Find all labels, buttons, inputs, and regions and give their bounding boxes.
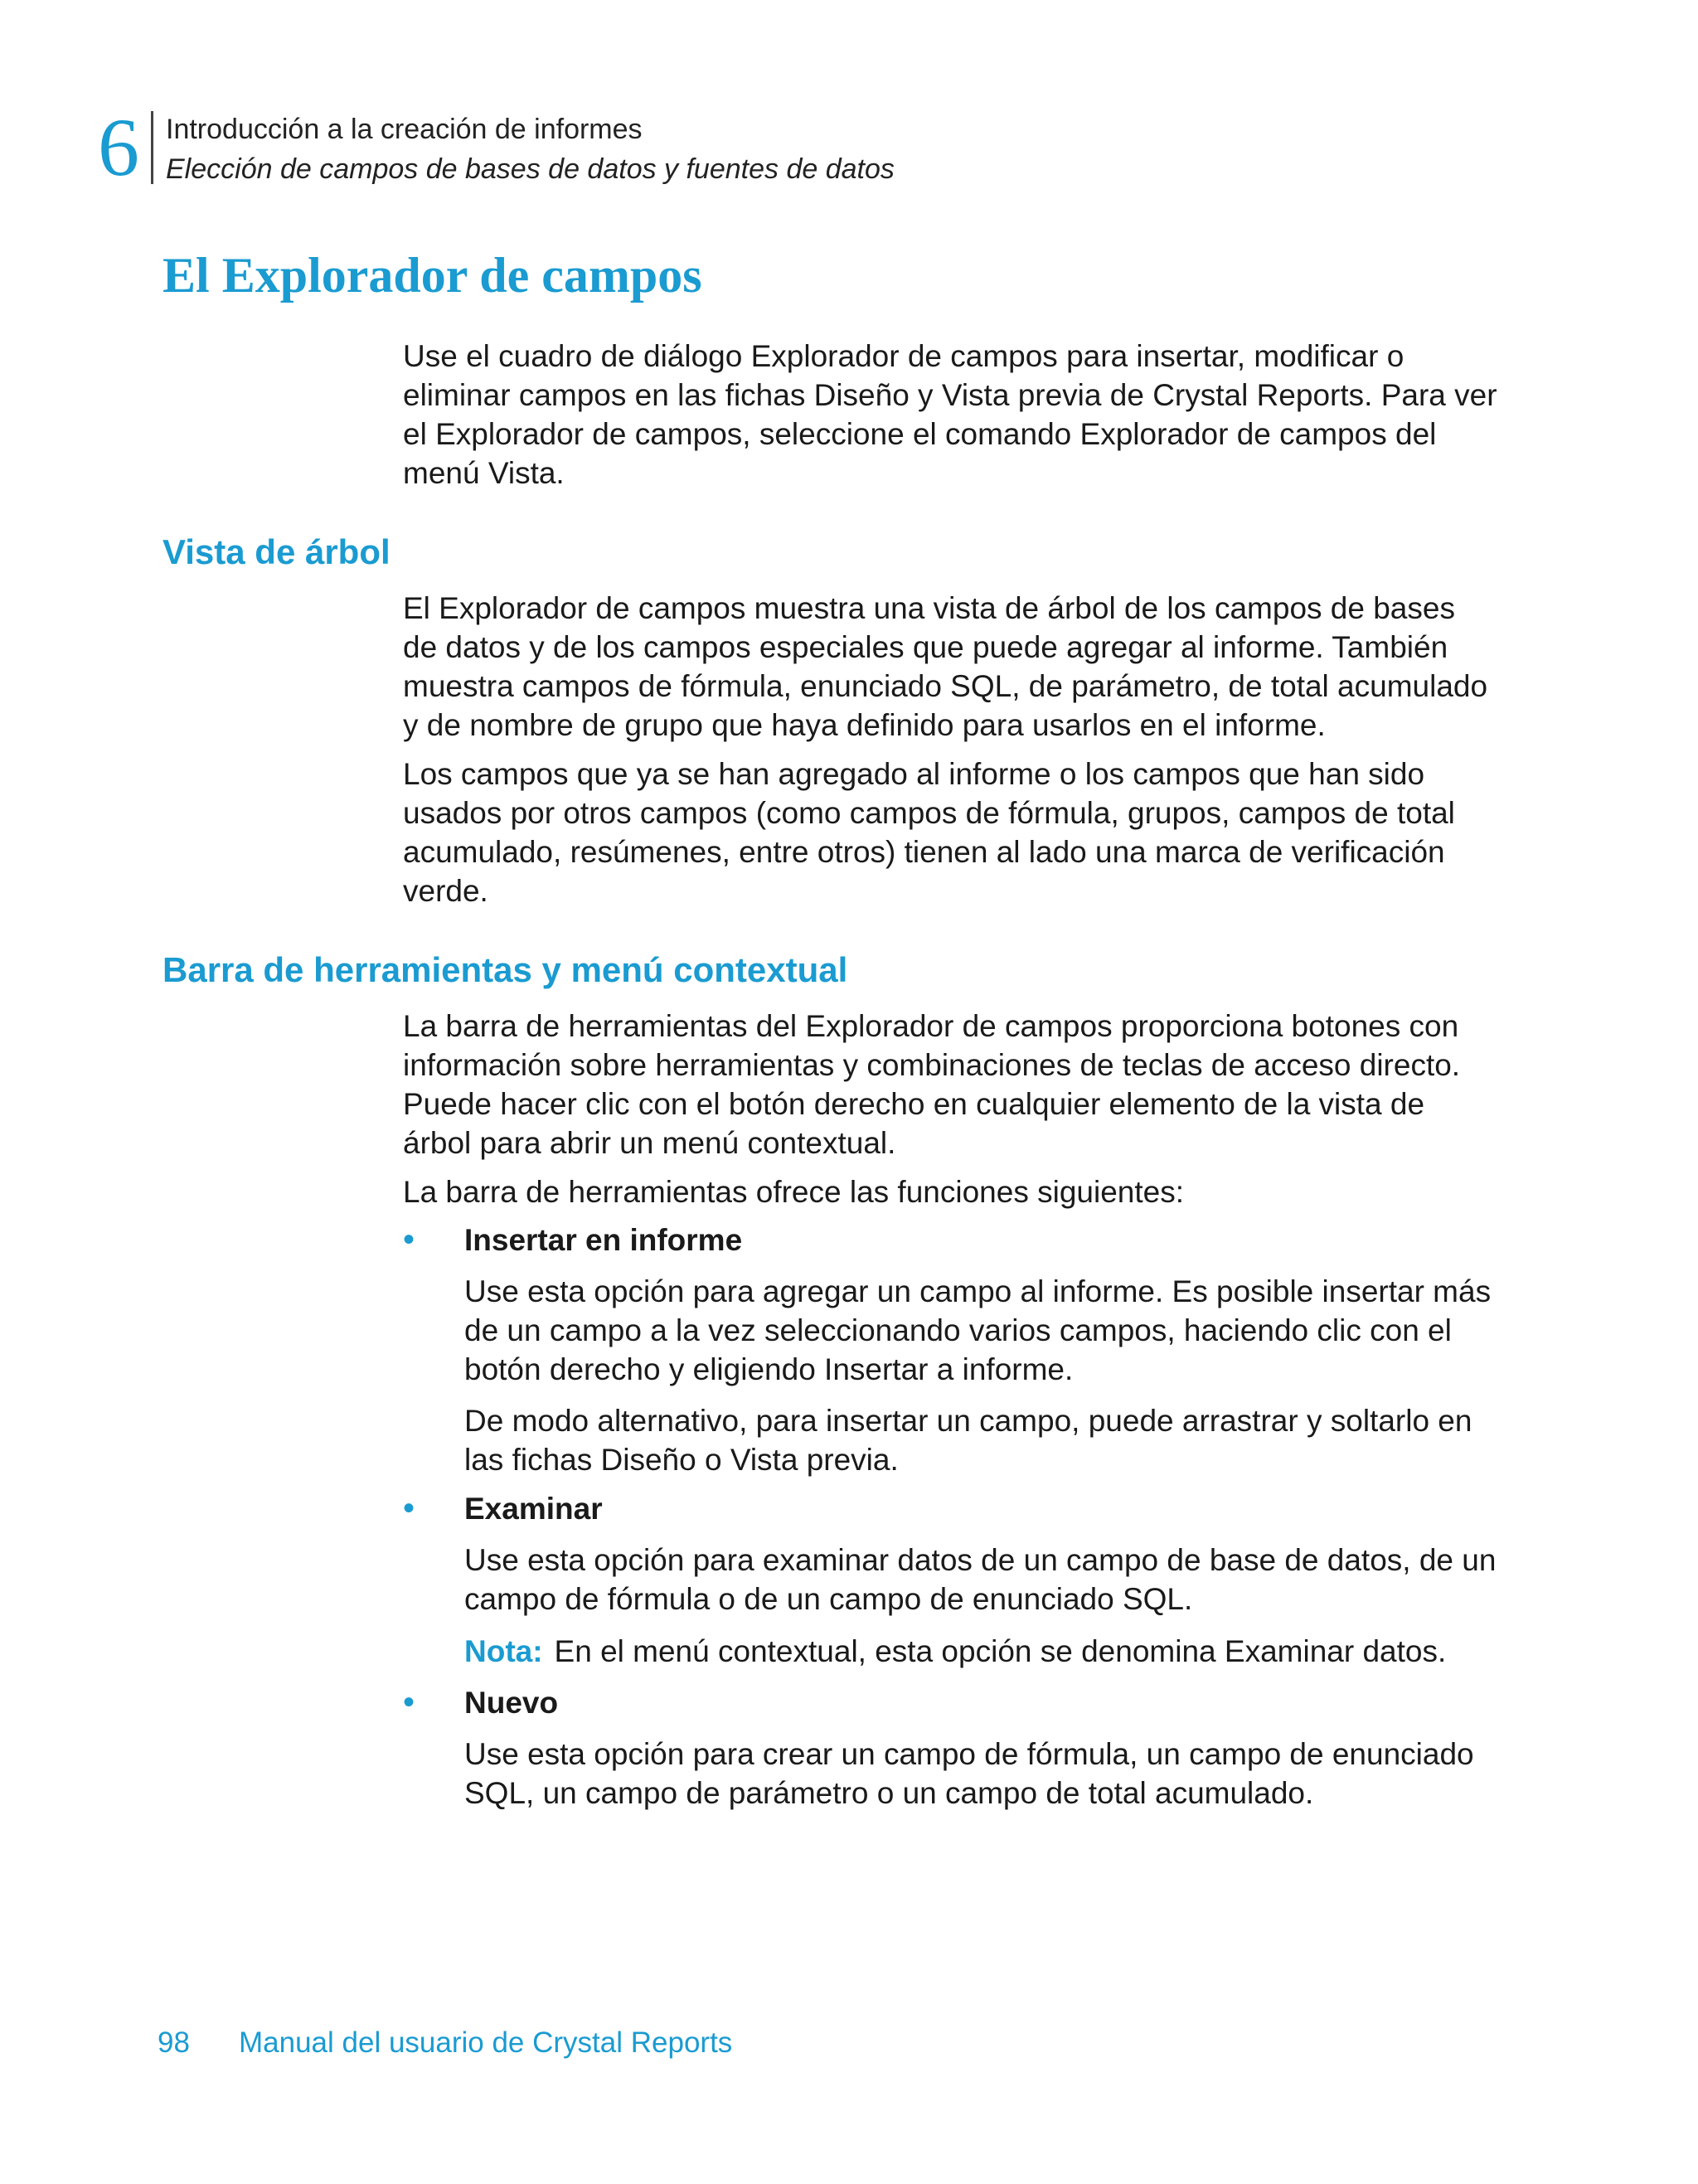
tree-view-paragraph-2: Los campos que ya se han agregado al informe o los campos que han sido usados por otros campos (como campos de fórmula, grupos, campos de total acumulado, resúmenes, entre otros) tienen al lado una marca de verificación verde. [403,757,1455,908]
chapter-number: 6 [98,101,139,193]
new-paragraph-1: Use esta opción para crear un campo de fórmula, un campo de enunciado SQL, un campo de parámetro o un campo de total acumulado. [464,1737,1474,1810]
note-text: En el menú contextual, esta opción se denomina Examinar datos. [554,1634,1447,1668]
insert-paragraph-1: Use esta opción para agregar un campo al informe. Es posible insertar más de un campo a la vez seleccionando varios campos, haciendo clic con el botón derecho y eligiendo Insertar a informe. [464,1274,1492,1386]
page-number: 98 [158,2026,190,2059]
page-footer [158,2023,732,2063]
bullet-title-browse: Examinar [464,1492,603,1526]
bullet-title-new: Nuevo [464,1686,559,1720]
toolbar-paragraph-2: La barra de herramientas ofrece las funciones siguientes: [403,1175,1184,1209]
section-title: Elección de campos de bases de datos y fuentes de datos [166,153,895,185]
browse-note [464,1632,1501,1671]
insert-paragraph-2: De modo alternativo, para insertar un campo, puede arrastrar y soltarlo en las fichas Diseño o Vista previa. [464,1404,1472,1477]
chapter-title: Introducción a la creación de informes [166,114,643,145]
intro-paragraph: Use el cuadro de diálogo Explorador de campos para insertar, modificar o eliminar campos en las fichas Diseño y Vista previa de Crystal Reports. Para ver el Explorador de campos, seleccione el comando Explorador de campos del menú Vista. [403,339,1497,490]
tree-view-paragraph-1: El Explorador de campos muestra una vista de árbol de los campos de bases de datos y de los campos especiales que puede agregar al informe. También muestra campos de fórmula, enunciado SQL, de parámetro, de total acumulado y de nombre de grupo que haya definido para usarlos en el informe. [403,591,1488,742]
toolbar-heading: Barra de herramientas y menú contextual [163,950,848,989]
note-label: Nota: [464,1634,543,1668]
book-title: Manual del usuario de Crystal Reports [239,2026,733,2059]
bullet-title-insert: Insertar en informe [464,1223,743,1257]
header-divider [151,111,153,184]
main-heading: El Explorador de campos [163,248,702,303]
tree-view-heading: Vista de árbol [163,532,391,571]
browse-paragraph-1: Use esta opción para examinar datos de un campo de base de datos, de un campo de fórmula o de un campo de enunciado SQL. [464,1543,1497,1616]
bullet-marker: • [403,1221,415,1258]
bullet-marker: • [403,1684,415,1721]
toolbar-paragraph-1: La barra de herramientas del Explorador de campos proporciona botones con información sobre herramientas y combinaciones de teclas de acceso directo. Puede hacer clic con el botón derecho en cualquier elemento de la vista de árbol para abrir un menú contextual. [403,1009,1461,1160]
bullet-marker: • [403,1490,415,1526]
